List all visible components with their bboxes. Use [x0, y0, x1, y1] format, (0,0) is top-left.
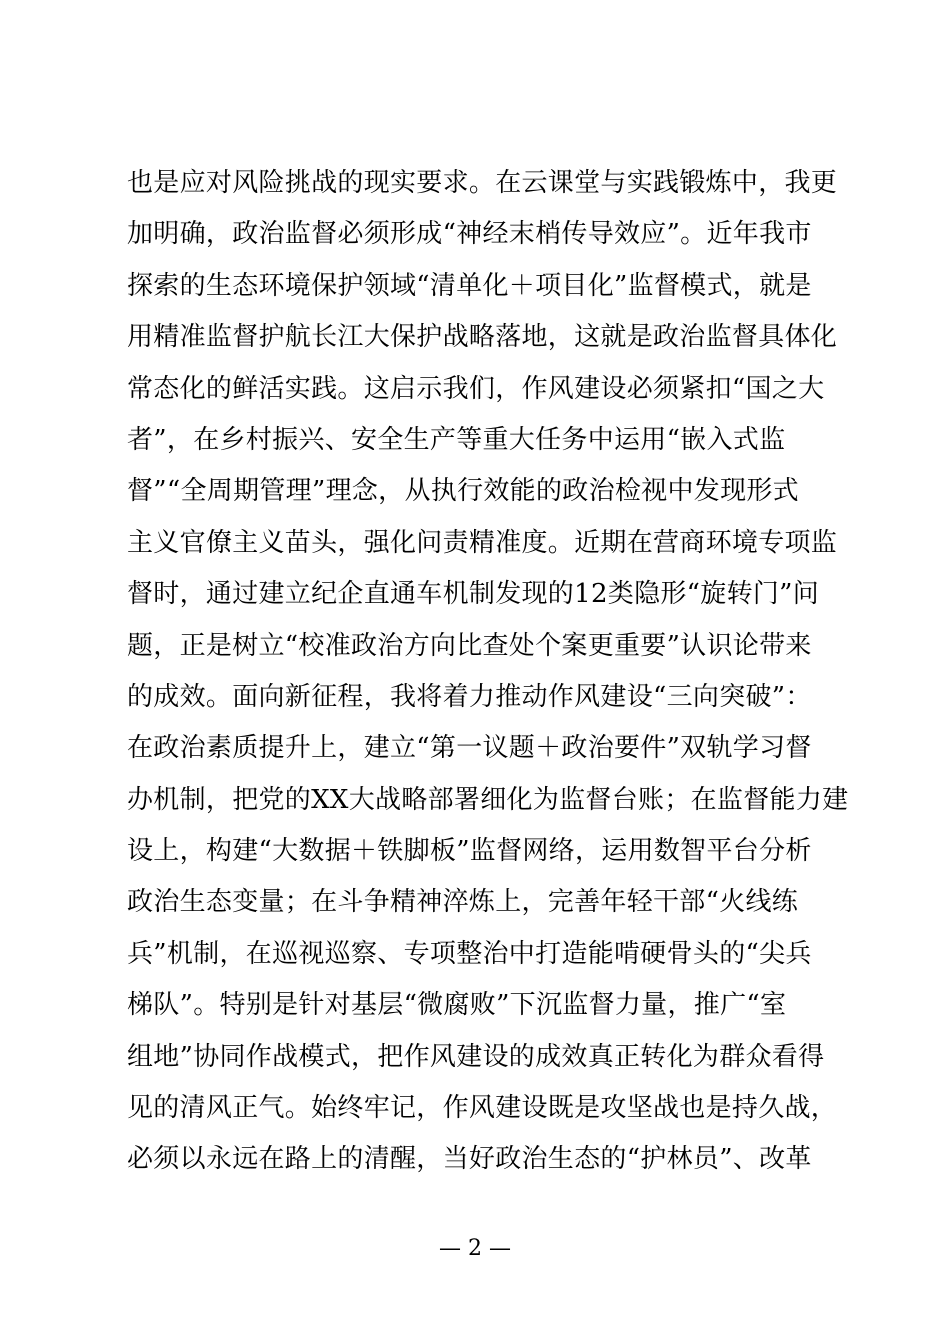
text-line: 办机制，把党的XX大战略部署细化为监督台账；在监督能力建	[127, 784, 849, 815]
text-line: 组地”协同作战模式，把作风建设的成效真正转化为群众看得	[127, 1041, 825, 1072]
text-line: 探索的生态环境保护领域“清单化＋项目化”监督模式，就是	[127, 270, 812, 301]
text-line: 督时，通过建立纪企直通车机制发现的12类隐形“旋转门”问	[127, 579, 820, 610]
text-line: 的成效。面向新征程，我将着力推动作风建设“三向突破”：	[127, 681, 812, 712]
text-line: 政治生态变量；在斗争精神淬炼上，完善年轻干部“火线练	[127, 887, 799, 918]
text-line: 题，正是树立“校准政治方向比查处个案更重要”认识论带来	[127, 630, 812, 661]
text-line: 用精准监督护航长江大保护战略落地，这就是政治监督具体化	[127, 322, 838, 353]
text-line: 兵”机制，在巡视巡察、专项整治中打造能啃硬骨头的“尖兵	[127, 938, 812, 969]
text-line: 主义官僚主义苗头，强化问责精准度。近期在营商环境专项监	[127, 527, 838, 558]
text-line: 督”“全周期管理”理念，从执行效能的政治检视中发现形式	[127, 476, 799, 507]
text-line: 见的清风正气。始终牢记，作风建设既是攻坚战也是持久战，	[127, 1093, 838, 1124]
page-number: — 2 —	[439, 1236, 511, 1261]
text-line: 也是应对风险挑战的现实要求。在云课堂与实践锻炼中，我更	[127, 168, 838, 198]
text-line: 加明确，政治监督必须形成“神经末梢传导效应”。近年我市	[127, 219, 812, 250]
text-line: 设上，构建“大数据＋铁脚板”监督网络，运用数智平台分析	[127, 836, 812, 867]
body-paragraph	[127, 158, 849, 1186]
text-line: 必须以永远在路上的清醒，当好政治生态的“护林员”、改革	[127, 1144, 812, 1175]
text-line: 在政治素质提升上，建立“第一议题＋政治要件”双轨学习督	[127, 733, 812, 764]
text-line: 常态化的鲜活实践。这启示我们，作风建设必须紧扣“国之大	[127, 373, 825, 404]
text-line: 梯队”。特别是针对基层“微腐败”下沉监督力量，推广“室	[127, 990, 787, 1021]
text-line: 者”，在乡村振兴、安全生产等重大任务中运用“嵌入式监	[127, 424, 786, 455]
